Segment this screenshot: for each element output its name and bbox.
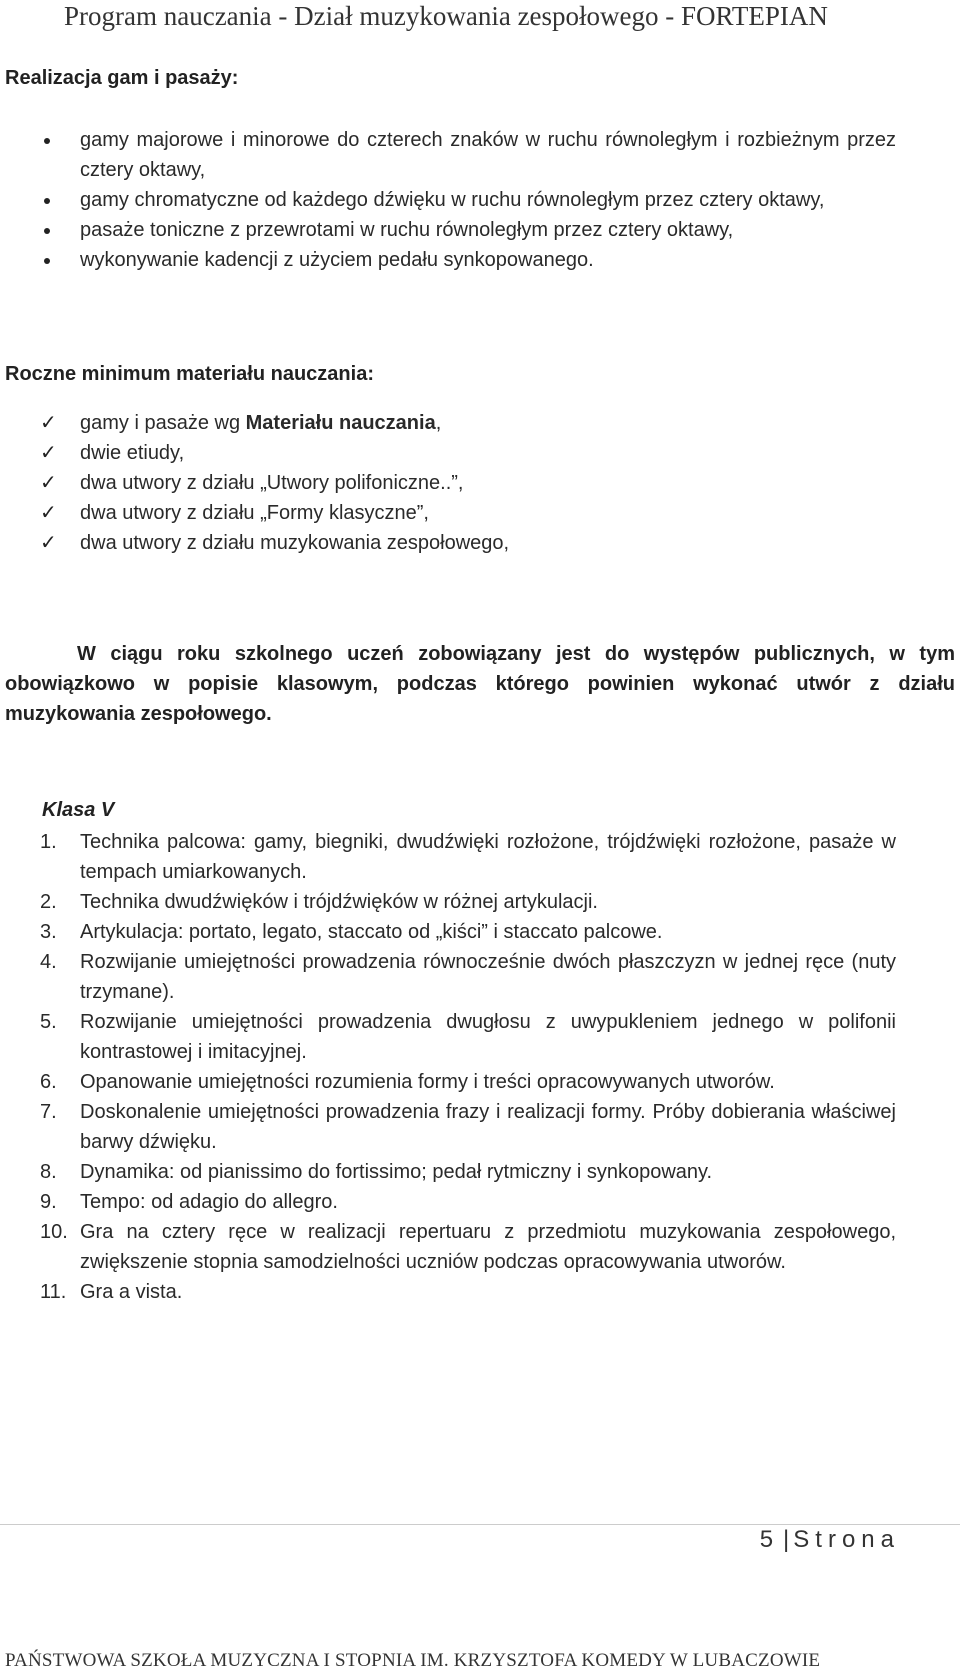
item-text: dwie etiudy, [80, 442, 185, 464]
class-title: Klasa V [42, 799, 115, 821]
list-item [0, 1217, 960, 1277]
item-text: Gra na cztery ręce w realizacji repertuaru z przedmiotu muzykowania zespołowego, zwiększenie stopnia samodzielności uczniów podczas opracowywania utworów. [80, 1221, 896, 1273]
footer-divider [0, 1524, 960, 1525]
item-text: dwa utwory z działu muzykowania zespołowego, [80, 532, 510, 554]
list-item [0, 1277, 960, 1307]
item-number: 6. [40, 1071, 57, 1093]
class-v-list [0, 827, 960, 1307]
item-text: Technika palcowa: gamy, biegniki, dwudźwięki rozłożone, trójdźwięki rozłożone, pasaże w tempach umiarkowanych. [80, 831, 896, 883]
item-text: Opanowanie umiejętności rozumienia formy i treści opracowywanych utworów. [80, 1071, 775, 1093]
item-text: Dynamika: od pianissimo do fortissimo; pedał rytmiczny i synkopowany. [80, 1161, 713, 1183]
item-number: 9. [40, 1191, 57, 1213]
list-item [0, 887, 960, 917]
list-item [0, 827, 960, 887]
list-item: gamy chromatyczne od każdego dźwięku w ruchu równoległym przez cztery oktawy, [0, 185, 960, 215]
item-number: 2. [40, 891, 57, 913]
item-text: Rozwijanie umiejętności prowadzenia dwugłosu z uwypukleniem jednego w polifonii kontrastowej i imitacyjnej. [80, 1011, 896, 1063]
item-number: 4. [40, 951, 57, 973]
item-text: Technika dwudźwięków i trójdźwięków w różnej artykulacji. [80, 891, 598, 913]
list-item [0, 528, 960, 558]
list-item [0, 1157, 960, 1187]
list-item [0, 917, 960, 947]
item-text: Rozwijanie umiejętności prowadzenia równocześnie dwóch płaszczyzn w jednej ręce (nuty trzymane). [80, 951, 896, 1003]
item-text: dwa utwory z działu „Formy klasyczne”, [80, 502, 429, 524]
list-item [0, 1067, 960, 1097]
item-number: 10. [40, 1221, 68, 1243]
item-number: 1. [40, 831, 57, 853]
separator: | [783, 1526, 790, 1553]
item-number: 11. [40, 1281, 67, 1303]
list-item [0, 1187, 960, 1217]
section-title-minimum: Roczne minimum materiału nauczania: [5, 363, 374, 385]
item-text: Doskonalenie umiejętności prowadzenia frazy i realizacji formy. Próby dobierania właściwej barwy dźwięku. [80, 1101, 896, 1153]
page-word: Strona [793, 1526, 900, 1553]
item-text: Tempo: od adagio do allegro. [80, 1191, 338, 1213]
list-item [0, 947, 960, 1007]
scales-list [0, 125, 960, 275]
check-icon: ✓ [40, 442, 57, 464]
page-number-value: 5 [759, 1526, 780, 1553]
school-name: PAŃSTWOWA SZKOŁA MUZYCZNA I STOPNIA IM. KRZYSZTOFA KOMEDY W LUBACZOWIE [5, 1650, 821, 1671]
list-item [0, 1097, 960, 1157]
item-number: 8. [40, 1161, 57, 1183]
public-performance-notice [5, 639, 955, 729]
list-item: wykonywanie kadencji z użyciem pedału synkopowanego. [0, 245, 960, 275]
item-number: 3. [40, 921, 57, 943]
list-item [0, 408, 960, 438]
list-item: pasaże toniczne z przewrotami w ruchu równoległym przez cztery oktawy, [0, 215, 960, 245]
list-item [0, 468, 960, 498]
check-icon: ✓ [40, 532, 57, 554]
item-text: dwa utwory z działu „Utwory polifoniczne..”, [80, 472, 464, 494]
check-icon: ✓ [40, 502, 57, 524]
check-icon: ✓ [40, 472, 57, 494]
item-number: 5. [40, 1011, 57, 1033]
list-item: gamy majorowe i minorowe do czterech znaków w ruchu równoległym i rozbieżnym przez cztery oktawy, [0, 125, 960, 185]
list-item [0, 1007, 960, 1067]
list-item [0, 438, 960, 468]
page-number [760, 1526, 900, 1554]
item-text: Artykulacja: portato, legato, staccato od „kiści” i staccato palcowe. [80, 921, 663, 943]
item-number: 7. [40, 1101, 57, 1123]
item-text: Gra a vista. [80, 1281, 183, 1303]
list-item [0, 498, 960, 528]
item-text-after: , [435, 412, 442, 434]
minimum-list [0, 408, 960, 558]
item-text: gamy i pasaże wg [80, 412, 246, 434]
notice-text: W ciągu roku szkolnego uczeń zobowiązany jest do występów publicznych, w tym obowiązkowo w popisie klasowym, podczas którego powinien wykonać utwór z działu muzykowania zespołowego. [5, 643, 955, 725]
section-title-scales: Realizacja gam i pasaży: [5, 67, 239, 89]
page-header [0, 0, 960, 40]
check-icon: ✓ [40, 412, 57, 434]
item-bold: Materiału nauczania [245, 412, 436, 434]
header-title: Program nauczania - Dział muzykowania zespołowego - FORTEPIAN [64, 1, 828, 31]
